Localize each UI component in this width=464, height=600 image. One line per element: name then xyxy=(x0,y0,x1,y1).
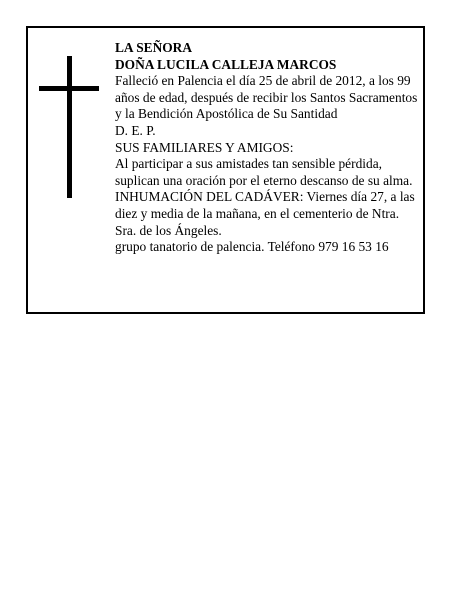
deceased-name: DOÑA LUCILA CALLEJA MARCOS xyxy=(115,56,337,72)
burial-details: INHUMACIÓN DEL CADÁVER: Viernes día 27, a las diez y media de la mañana, en el cementerio de Ntra. Sra. de los Ángeles. xyxy=(115,189,415,238)
death-details: Falleció en Palencia el día 25 de abril de 2012, a los 99 años de edad, después de recibir los Santos Sacramentos y la Bendición Apostólica de Su Santidad xyxy=(115,73,418,122)
family-message: Al participar a sus amistades tan sensible pérdida, suplican una oración por el eterno descanso de su alma. xyxy=(115,156,413,188)
funeral-contact: grupo tanatorio de palencia. Teléfono 979 16 53 16 xyxy=(115,239,389,255)
notice-text-block xyxy=(115,40,421,256)
family-heading: SUS FAMILIARES Y AMIGOS: xyxy=(115,139,294,155)
obituary-notice xyxy=(26,26,425,314)
rest-in-peace: D. E. P. xyxy=(115,122,156,138)
notice-title: LA SEÑORA xyxy=(115,40,193,55)
cross-vertical-bar xyxy=(67,56,72,198)
cross-horizontal-bar xyxy=(39,86,99,91)
